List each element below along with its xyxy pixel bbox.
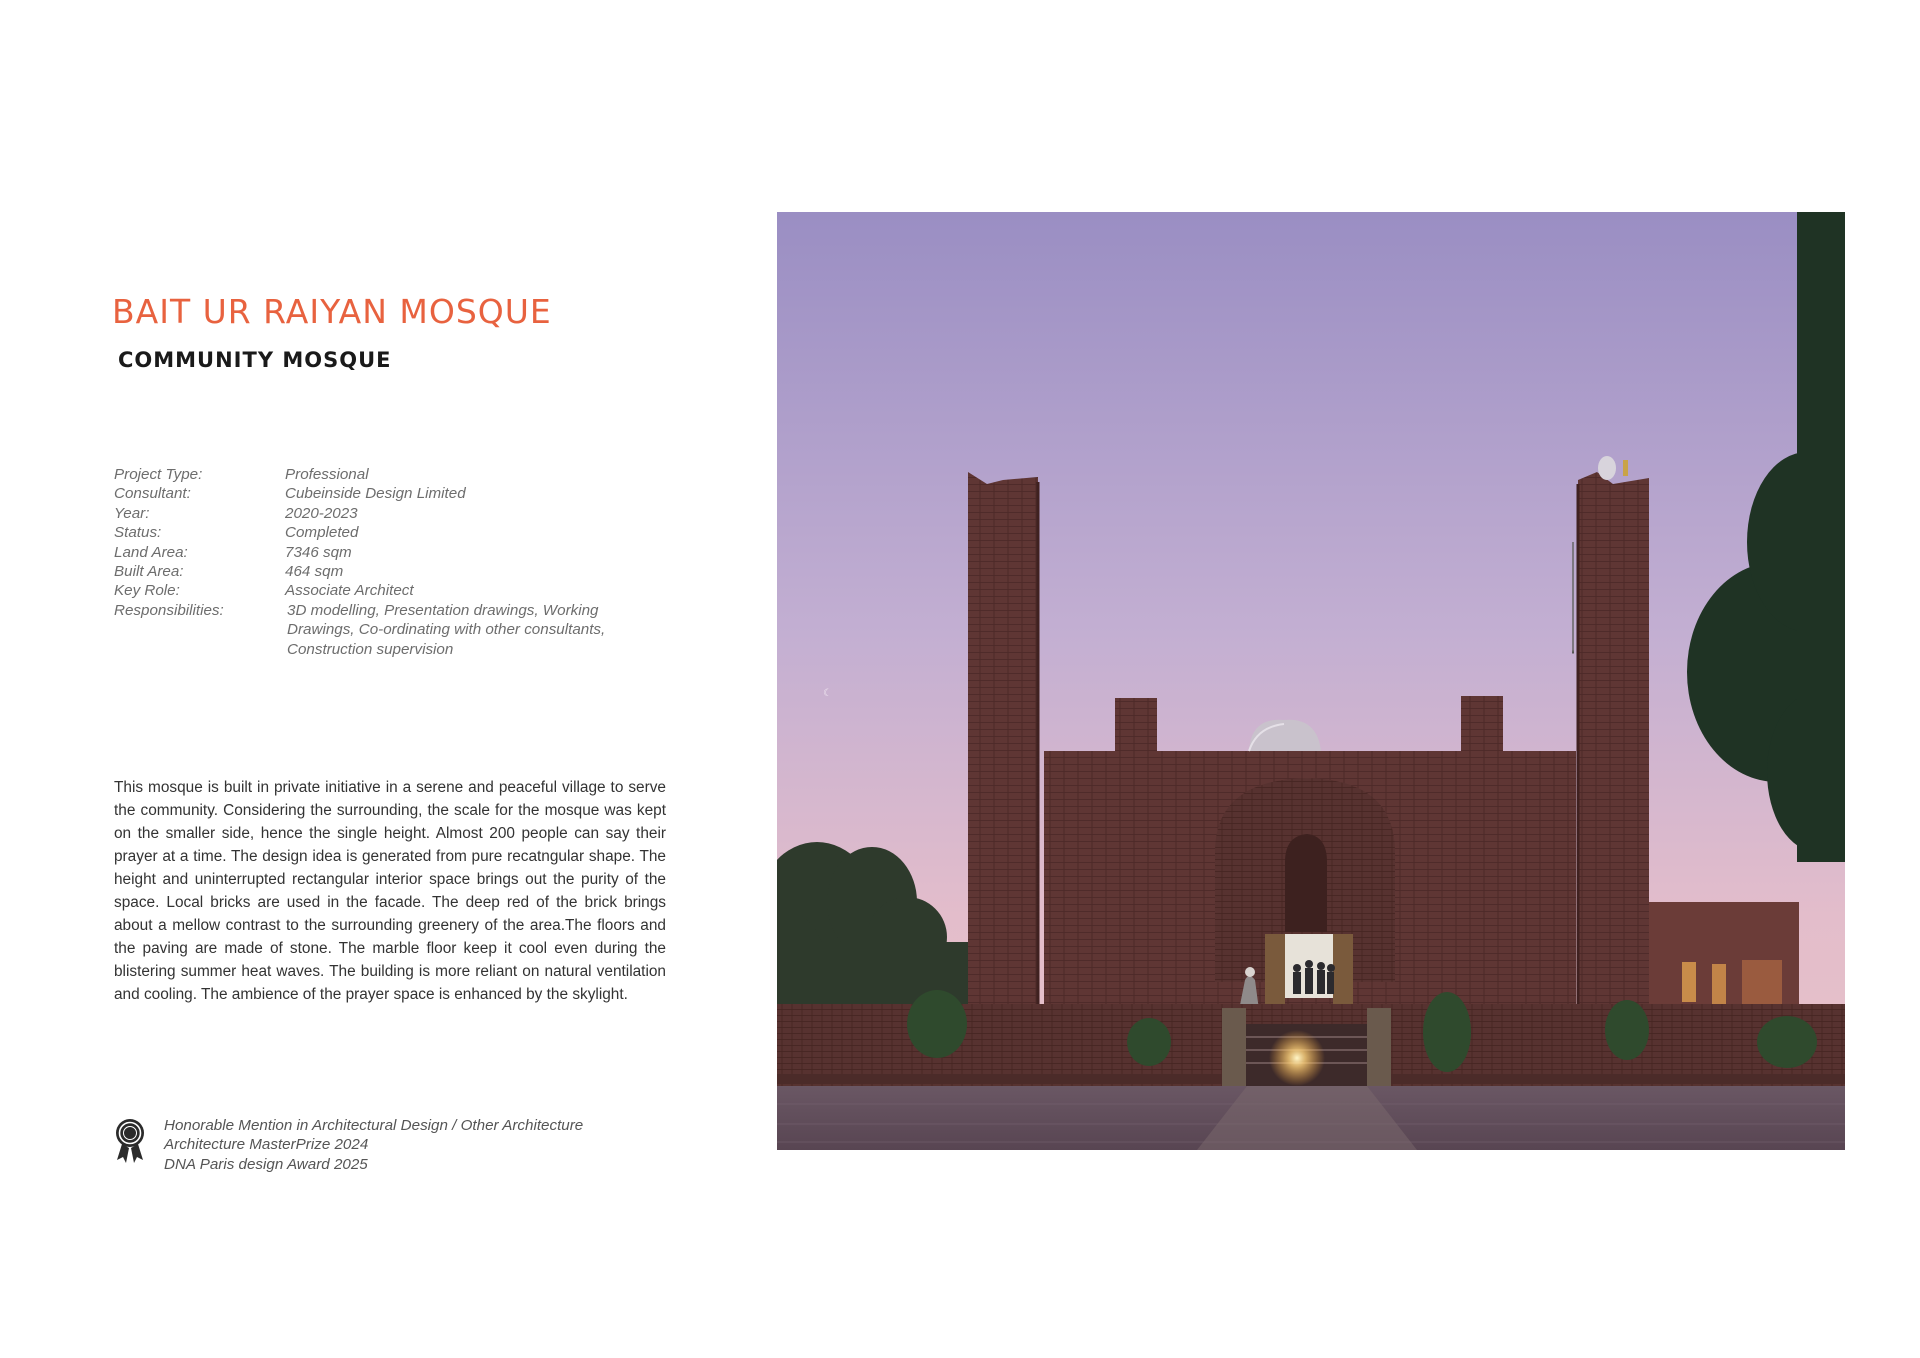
detail-label: Responsibilities: xyxy=(114,601,224,619)
award-line: DNA Paris design Award 2025 xyxy=(164,1155,368,1173)
responsibility-line: 3D modelling, Presentation drawings, Working xyxy=(287,601,599,619)
detail-value: Cubeinside Design Limited xyxy=(285,485,466,503)
detail-value: 464 sqm xyxy=(285,563,344,581)
awards-block xyxy=(114,1116,674,1174)
detail-label: Land Area: xyxy=(114,543,188,561)
detail-row-built-area xyxy=(114,562,674,581)
project-description: This mosque is built in private initiative in a serene and peaceful village to serve the community. Considering the surrounding, the scale for the mosque was kept on the smaller side, hence the single height. Almost 200 people can say their prayer at a time. The design idea is generated from pure recatngular shape. The height and uninterrupted rectangular interior space brings out the purity of the space. Local bricks are used in the facade. The deep red of the brick brings about a mellow contrast to the surrounding greenery of the area.The floors and the paving are made of stone. The marble floor keep it cool even during the blistering summer heat waves. The building is more reliant on natural ventilation and cooling. The ambience of the prayer space is enhanced by the skylight. xyxy=(114,779,666,1003)
detail-value: Associate Architect xyxy=(285,582,414,600)
detail-value xyxy=(285,601,674,659)
project-subtitle: COMMUNITY MOSQUE xyxy=(118,348,392,372)
detail-row-status xyxy=(114,523,674,542)
detail-label: Consultant: xyxy=(114,485,191,503)
detail-label: Key Role: xyxy=(114,582,180,600)
detail-value: 7346 sqm xyxy=(285,543,352,561)
detail-label: Built Area: xyxy=(114,563,184,581)
detail-label: Status: xyxy=(114,524,162,542)
svg-text:☾: ☾ xyxy=(823,688,832,699)
detail-row-land-area xyxy=(114,543,674,562)
detail-value: Completed xyxy=(285,524,359,542)
detail-row-consultant xyxy=(114,484,674,503)
detail-label: Project Type: xyxy=(114,466,203,483)
mosque-photo-illustration xyxy=(777,212,1845,1150)
award-line: Architecture MasterPrize 2024 xyxy=(164,1136,369,1154)
mosque-photo xyxy=(777,212,1845,1150)
detail-row-key-role xyxy=(114,581,674,600)
detail-value: Professional xyxy=(285,466,369,483)
responsibility-line: Construction supervision xyxy=(287,640,454,658)
detail-row-project-type xyxy=(114,465,674,484)
award-line: Honorable Mention in Architectural Design / Other Architecture xyxy=(164,1117,584,1134)
award-list xyxy=(164,1116,583,1174)
project-title: BAIT UR RAIYAN MOSQUE xyxy=(112,292,552,331)
detail-value: 2020-2023 xyxy=(285,504,358,522)
award-ribbon-icon xyxy=(114,1118,146,1164)
project-details xyxy=(114,465,674,659)
responsibility-line: Drawings, Co-ordinating with other consultants, xyxy=(287,621,606,639)
detail-row-responsibilities xyxy=(114,601,674,659)
detail-row-year xyxy=(114,504,674,523)
detail-label: Year: xyxy=(114,504,150,522)
